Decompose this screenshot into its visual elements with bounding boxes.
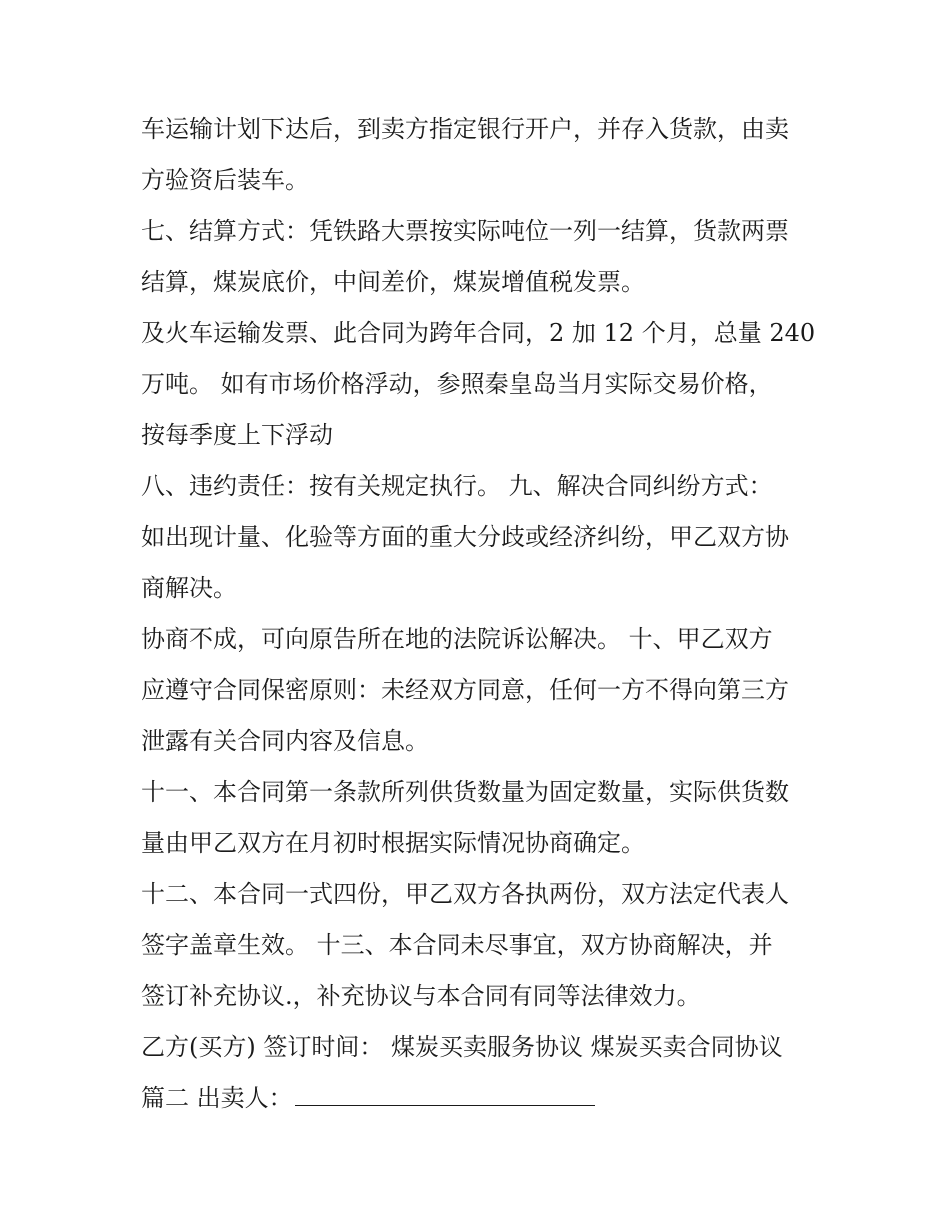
text-line: 泄露有关合同内容及信息。 [141, 727, 429, 755]
text-line: 量由甲乙双方在月初时根据实际情况协商确定。 [141, 829, 645, 857]
text-line: 八、违约责任：按有关规定执行。 九、解决合同纠纷方式： [141, 472, 773, 500]
text-line: 应遵守合同保密原则：未经双方同意，任何一方不得向第三方 [141, 676, 789, 704]
text-line: 方验资后装车。 [141, 166, 309, 194]
text-line: 签字盖章生效。 十三、本合同未尽事宜，双方协商解决，并 [141, 931, 773, 959]
text-line: 如出现计量、化验等方面的重大分歧或经济纠纷，甲乙双方协 [141, 523, 789, 551]
document-body [141, 104, 821, 1124]
text-line: 乙方(买方) 签订时间： 煤炭买卖服务协议 煤炭买卖合同协议 [141, 1033, 783, 1061]
text-line: 万吨。 如有市场价格浮动，参照秦皇岛当月实际交易价格， [141, 370, 773, 398]
text-line: 七、结算方式：凭铁路大票按实际吨位一列一结算，货款两票 [141, 217, 789, 245]
seller-blank-line [295, 1083, 595, 1106]
seller-line [141, 1073, 821, 1124]
text-line: 结算，煤炭底价，中间差价，煤炭增值税发票。 [141, 268, 645, 296]
text-line: 十一、本合同第一条款所列供货数量为固定数量，实际供货数 [141, 778, 789, 806]
text-line: 协商不成，可向原告所在地的法院诉讼解决。 十、甲乙双方 [141, 625, 773, 653]
text-line: 签订补充协议.，补充协议与本合同有同等法律效力。 [141, 982, 701, 1010]
text-line: 十二、本合同一式四份，甲乙双方各执两份，双方法定代表人 [141, 880, 789, 908]
seller-label: 篇二 出卖人： [141, 1084, 293, 1112]
text-line: 车运输计划下达后，到卖方指定银行开户，并存入货款，由卖 [141, 115, 789, 143]
text-line: 按每季度上下浮动 [141, 421, 333, 449]
text-line: 及火车运输发票、此合同为跨年合同，2 加 12 个月，总量 240 [141, 319, 816, 347]
text-line: 商解决。 [141, 574, 237, 602]
